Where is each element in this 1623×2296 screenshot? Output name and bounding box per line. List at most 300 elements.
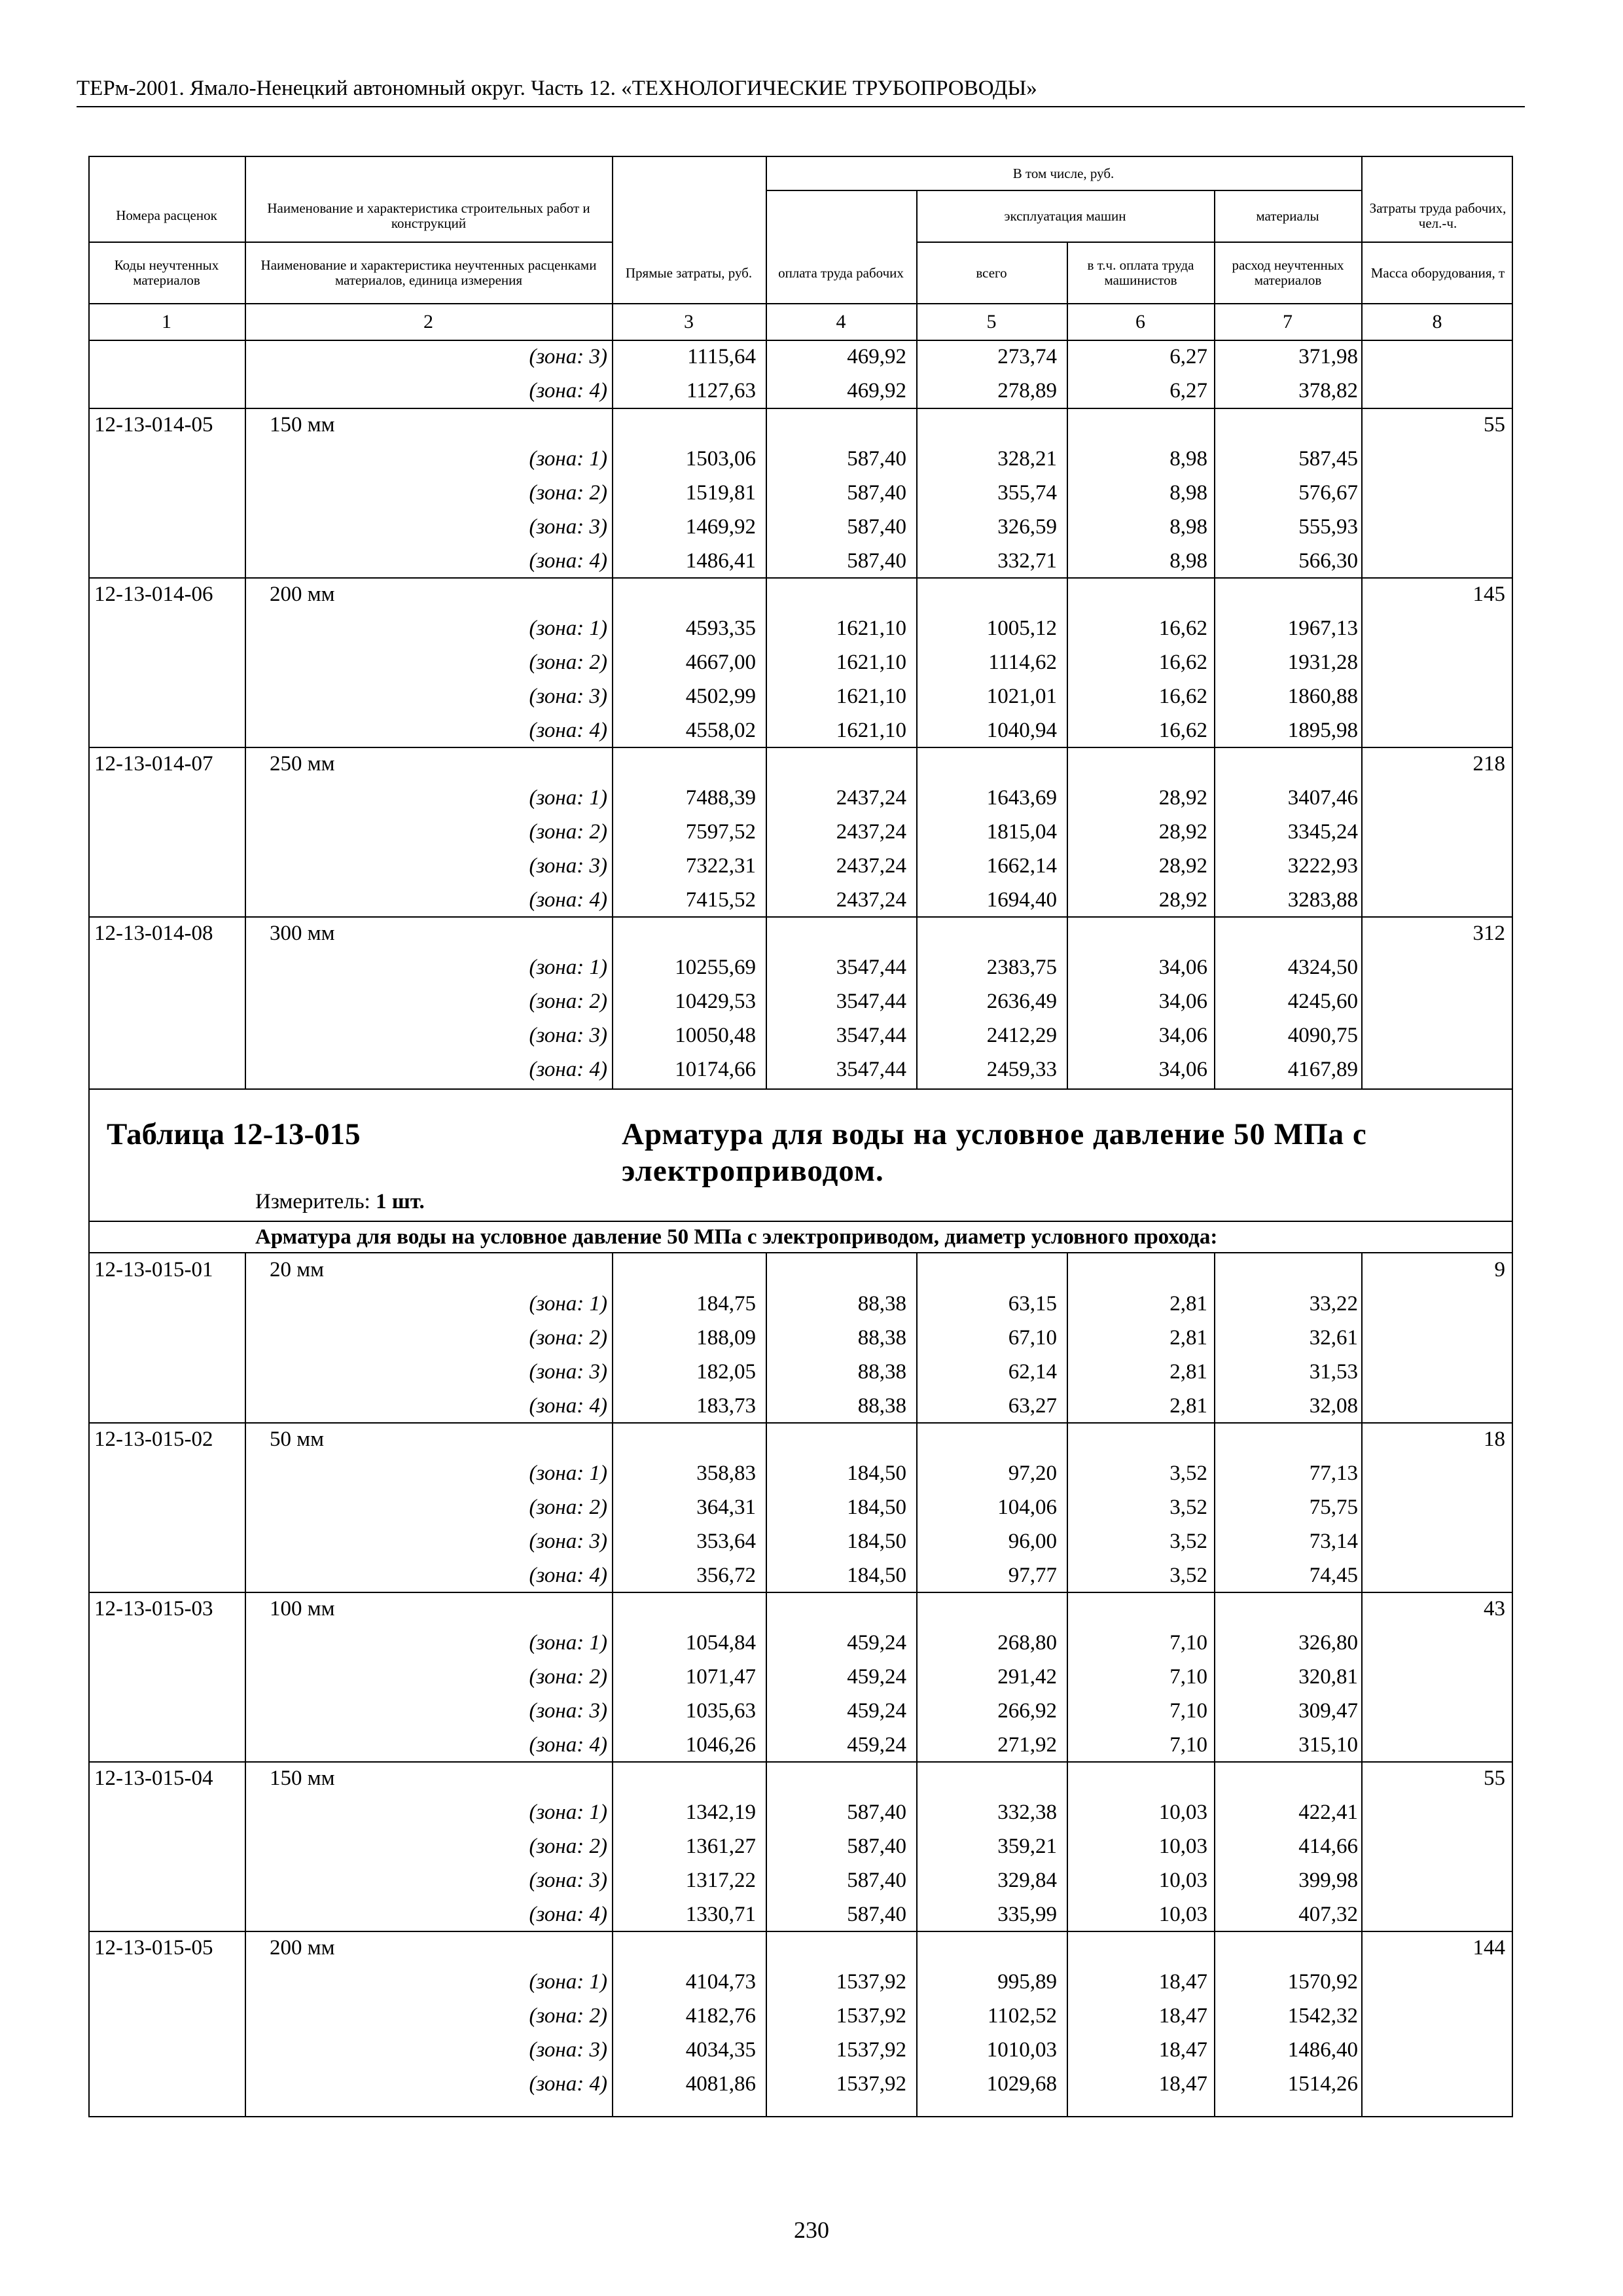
materials-value: 587,45 (1298, 447, 1358, 471)
direct-costs-value: 4034,35 (685, 2038, 756, 2062)
machine-total-value: 1102,52 (987, 2004, 1057, 2028)
machinist-pay-value: 28,92 (1158, 854, 1207, 878)
direct-costs-value: 358,83 (696, 1462, 756, 1485)
labor-costs-value: 9 (1494, 1258, 1505, 1282)
machinist-pay-value: 16,62 (1158, 719, 1207, 742)
materials-value: 407,32 (1298, 1903, 1358, 1926)
materials-value: 371,98 (1298, 345, 1358, 368)
zone-label: (зона: 4) (529, 549, 607, 573)
table-row (0, 1355, 1623, 1389)
direct-costs-value: 7597,52 (685, 820, 756, 844)
direct-costs-value: 1317,22 (685, 1869, 756, 1892)
direct-costs-value: 4182,76 (685, 2004, 756, 2028)
materials-value: 3345,24 (1287, 820, 1358, 844)
materials-value: 3407,46 (1287, 786, 1358, 810)
machine-total-value: 995,89 (997, 1970, 1057, 1994)
table-row (0, 1694, 1623, 1728)
labor-pay-value: 184,50 (847, 1462, 906, 1485)
zone-label: (зона: 4) (529, 888, 607, 912)
machine-total-value: 355,74 (997, 481, 1057, 505)
rate-code: 12-13-015-05 (94, 1936, 213, 1960)
zone-label: (зона: 4) (529, 719, 607, 742)
zone-label: (зона: 3) (529, 685, 607, 708)
rate-description: 20 мм (270, 1258, 325, 1282)
running-head: ТЕРм-2001. Ямало-Ненецкий автономный округ. Часть 12. «ТЕХНОЛОГИЧЕСКИЕ ТРУБОПРОВОДЫ» (77, 77, 1037, 100)
direct-costs-value: 4667,00 (685, 651, 756, 674)
rate-code: 12-13-015-02 (94, 1427, 213, 1451)
table-row (0, 1018, 1623, 1052)
labor-pay-value: 459,24 (847, 1631, 906, 1655)
page-number: 230 (794, 2217, 829, 2243)
zone-label: (зона: 3) (529, 1530, 607, 1553)
materials-value: 1570,92 (1287, 1970, 1358, 1994)
machinist-pay-value: 10,03 (1158, 1869, 1207, 1892)
zone-label: (зона: 3) (529, 345, 607, 368)
machine-total-value: 96,00 (1008, 1530, 1057, 1553)
zone-label: (зона: 3) (529, 854, 607, 878)
direct-costs-value: 1342,19 (685, 1801, 756, 1824)
direct-costs-value: 183,73 (696, 1394, 756, 1418)
machinist-pay-value: 3,52 (1169, 1564, 1207, 1587)
table-row (0, 476, 1623, 510)
table-row (0, 1524, 1623, 1558)
machine-total-value: 1114,62 (988, 651, 1057, 674)
labor-pay-value: 3547,44 (836, 956, 906, 979)
labor-pay-value: 2437,24 (836, 786, 906, 810)
direct-costs-value: 1115,64 (687, 345, 756, 368)
direct-costs-value: 10050,48 (675, 1024, 756, 1047)
table-row (0, 2033, 1623, 2067)
rate-description: 150 мм (270, 1767, 335, 1790)
labor-costs-value: 55 (1484, 1767, 1505, 1790)
rate-code: 12-13-015-04 (94, 1767, 213, 1790)
direct-costs-value: 1469,92 (685, 515, 756, 539)
labor-pay-value: 587,40 (847, 549, 906, 573)
zone-label: (зона: 2) (529, 990, 607, 1013)
machine-total-value: 2383,75 (986, 956, 1057, 979)
zone-label: (зона: 1) (529, 617, 607, 640)
machinist-pay-value: 16,62 (1158, 685, 1207, 708)
machinist-pay-value: 10,03 (1158, 1835, 1207, 1858)
direct-costs-value: 4593,35 (685, 617, 756, 640)
materials-value: 326,80 (1298, 1631, 1358, 1655)
labor-costs-value: 55 (1484, 413, 1505, 437)
table-row (0, 984, 1623, 1018)
materials-value: 1486,40 (1287, 2038, 1358, 2062)
machinist-pay-value: 6,27 (1169, 345, 1207, 368)
labor-pay-value: 1537,92 (836, 2038, 906, 2062)
direct-costs-value: 4502,99 (685, 685, 756, 708)
column-number: 6 (1135, 311, 1145, 332)
labor-pay-value: 2437,24 (836, 854, 906, 878)
direct-costs-value: 7415,52 (685, 888, 756, 912)
materials-value: 1895,98 (1287, 719, 1358, 742)
direct-costs-value: 182,05 (696, 1360, 756, 1384)
zone-label: (зона: 2) (529, 1326, 607, 1350)
machine-total-value: 104,06 (997, 1496, 1057, 1519)
materials-value: 75,75 (1309, 1496, 1358, 1519)
machinist-pay-value: 18,47 (1158, 1970, 1207, 1994)
machine-total-value: 271,92 (997, 1733, 1057, 1757)
grid-line (88, 303, 1513, 304)
measure-unit-value: 1 шт. (376, 1190, 425, 1213)
direct-costs-value: 1046,26 (685, 1733, 756, 1757)
machinist-pay-value: 28,92 (1158, 820, 1207, 844)
machine-total-value: 268,80 (997, 1631, 1057, 1655)
zone-label: (зона: 3) (529, 1024, 607, 1047)
zone-label: (зона: 1) (529, 1292, 607, 1316)
direct-costs-value: 1071,47 (685, 1665, 756, 1689)
zone-label: (зона: 2) (529, 1496, 607, 1519)
table-row (0, 849, 1623, 883)
direct-costs-value: 188,09 (696, 1326, 756, 1350)
machinist-pay-value: 3,52 (1169, 1530, 1207, 1553)
labor-pay-value: 459,24 (847, 1699, 906, 1723)
zone-label: (зона: 3) (529, 2038, 607, 2062)
machine-total-value: 97,77 (1008, 1564, 1057, 1587)
header-rule (77, 106, 1525, 107)
materials-value: 378,82 (1298, 379, 1358, 403)
rate-description: 50 мм (270, 1427, 325, 1451)
labor-pay-value: 1621,10 (836, 617, 906, 640)
rate-code: 12-13-014-06 (94, 583, 213, 606)
machine-total-value: 2459,33 (986, 1058, 1057, 1081)
rate-description: 300 мм (270, 922, 335, 945)
table-row (0, 1321, 1623, 1355)
header-unaccounted-codes: Коды неучтенных материалов (114, 257, 219, 288)
machinist-pay-value: 18,47 (1158, 2038, 1207, 2062)
materials-value: 414,66 (1298, 1835, 1358, 1858)
materials-value: 1967,13 (1287, 617, 1358, 640)
labor-pay-value: 587,40 (847, 515, 906, 539)
measure-unit (255, 1188, 425, 1215)
direct-costs-value: 10255,69 (675, 956, 756, 979)
direct-costs-value: 4558,02 (685, 719, 756, 742)
zone-label: (зона: 1) (529, 1462, 607, 1485)
header-rate-numbers: Номера расценок (116, 207, 217, 223)
materials-value: 399,98 (1298, 1869, 1358, 1892)
table-row (0, 815, 1623, 849)
zone-label: (зона: 4) (529, 1058, 607, 1081)
machinist-pay-value: 2,81 (1169, 1360, 1207, 1384)
labor-costs-value: 218 (1472, 752, 1505, 776)
zone-label: (зона: 3) (529, 1699, 607, 1723)
labor-pay-value: 1621,10 (836, 685, 906, 708)
materials-value: 1514,26 (1287, 2072, 1358, 2096)
zone-label: (зона: 2) (529, 651, 607, 674)
column-number: 2 (423, 311, 433, 332)
labor-pay-value: 88,38 (857, 1292, 906, 1316)
zone-label: (зона: 3) (529, 515, 607, 539)
materials-value: 1931,28 (1287, 651, 1358, 674)
materials-value: 3222,93 (1287, 854, 1358, 878)
column-number: 7 (1283, 311, 1293, 332)
machine-total-value: 1005,12 (986, 617, 1057, 640)
machine-total-value: 273,74 (997, 345, 1057, 368)
machine-total-value: 332,38 (997, 1801, 1057, 1824)
materials-value: 32,08 (1309, 1394, 1358, 1418)
direct-costs-value: 10174,66 (675, 1058, 756, 1081)
materials-value: 320,81 (1298, 1665, 1358, 1689)
column-number: 3 (684, 311, 694, 332)
machine-total-value: 359,21 (997, 1835, 1057, 1858)
labor-pay-value: 184,50 (847, 1496, 906, 1519)
materials-value: 77,13 (1309, 1462, 1358, 1485)
zone-label: (зона: 2) (529, 820, 607, 844)
table-row (0, 374, 1623, 408)
zone-label: (зона: 1) (529, 786, 607, 810)
labor-pay-value: 459,24 (847, 1665, 906, 1689)
labor-pay-value: 587,40 (847, 481, 906, 505)
machine-total-value: 2636,49 (986, 990, 1057, 1013)
header-work-name: Наименование и характеристика строительных работ и конструкций (267, 200, 590, 231)
header-materials: материалы (1256, 208, 1319, 224)
table-row (0, 611, 1623, 645)
labor-pay-value: 587,40 (847, 1835, 906, 1858)
machinist-pay-value: 7,10 (1169, 1733, 1207, 1757)
zone-label: (зона: 4) (529, 1733, 607, 1757)
labor-pay-value: 2437,24 (836, 820, 906, 844)
labor-pay-value: 587,40 (847, 447, 906, 471)
machinist-pay-value: 2,81 (1169, 1394, 1207, 1418)
group-header-row (0, 1761, 1623, 1795)
group-header-row (0, 747, 1623, 781)
direct-costs-value: 1361,27 (685, 1835, 756, 1858)
materials-value: 74,45 (1309, 1564, 1358, 1587)
header-labor-pay: оплата труда рабочих (778, 264, 904, 281)
group-header-row (0, 1422, 1623, 1456)
rate-code: 12-13-015-01 (94, 1258, 213, 1282)
materials-value: 31,53 (1309, 1360, 1358, 1384)
labor-costs-value: 312 (1472, 922, 1505, 945)
machine-total-value: 1662,14 (986, 854, 1057, 878)
group-header-row (0, 577, 1623, 611)
zone-label: (зона: 1) (529, 1631, 607, 1655)
machinist-pay-value: 2,81 (1169, 1292, 1207, 1316)
machine-total-value: 1021,01 (986, 685, 1057, 708)
direct-costs-value: 1486,41 (685, 549, 756, 573)
direct-costs-value: 184,75 (696, 1292, 756, 1316)
table-row (0, 1660, 1623, 1694)
labor-pay-value: 3547,44 (836, 1024, 906, 1047)
direct-costs-value: 4104,73 (685, 1970, 756, 1994)
materials-value: 1860,88 (1287, 685, 1358, 708)
materials-value: 422,41 (1298, 1801, 1358, 1824)
column-number: 5 (986, 311, 997, 332)
materials-value: 309,47 (1298, 1699, 1358, 1723)
group-header-row (0, 1253, 1623, 1287)
machine-total-value: 1010,03 (986, 2038, 1057, 2062)
zone-label: (зона: 1) (529, 447, 607, 471)
labor-costs-value: 145 (1472, 583, 1505, 606)
direct-costs-value: 1054,84 (685, 1631, 756, 1655)
table-row (0, 713, 1623, 747)
machinist-pay-value: 34,06 (1158, 956, 1207, 979)
labor-pay-value: 1537,92 (836, 2004, 906, 2028)
machine-total-value: 63,27 (1008, 1394, 1057, 1418)
machine-total-value: 1694,40 (986, 888, 1057, 912)
rate-code: 12-13-014-07 (94, 752, 213, 776)
labor-pay-value: 184,50 (847, 1530, 906, 1553)
header-machine-total: всего (976, 264, 1007, 281)
machine-total-value: 67,10 (1008, 1326, 1057, 1350)
direct-costs-value: 364,31 (696, 1496, 756, 1519)
header-including: В том числе, руб. (1012, 165, 1115, 181)
zone-label: (зона: 1) (529, 1801, 607, 1824)
table-row (0, 1897, 1623, 1931)
zone-label: (зона: 4) (529, 1564, 607, 1587)
machinist-pay-value: 3,52 (1169, 1462, 1207, 1485)
rate-code: 12-13-014-08 (94, 922, 213, 945)
direct-costs-value: 1330,71 (685, 1903, 756, 1926)
machine-total-value: 329,84 (997, 1869, 1057, 1892)
machine-total-value: 97,20 (1008, 1462, 1057, 1485)
machinist-pay-value: 8,98 (1169, 481, 1207, 505)
table-row (0, 1863, 1623, 1897)
rate-description: 200 мм (270, 583, 335, 606)
table-row (0, 1965, 1623, 1999)
machine-total-value: 62,14 (1008, 1360, 1057, 1384)
materials-value: 566,30 (1298, 549, 1358, 573)
rate-description: 200 мм (270, 1936, 335, 1960)
machinist-pay-value: 16,62 (1158, 651, 1207, 674)
machine-total-value: 2412,29 (986, 1024, 1057, 1047)
labor-costs-value: 43 (1484, 1597, 1505, 1621)
header-labor-costs: Затраты труда рабочих, чел.-ч. (1369, 200, 1507, 231)
rate-description: 100 мм (270, 1597, 335, 1621)
machinist-pay-value: 3,52 (1169, 1496, 1207, 1519)
rate-description: 250 мм (270, 752, 335, 776)
materials-value: 73,14 (1309, 1530, 1358, 1553)
table-row (0, 544, 1623, 578)
direct-costs-value: 1503,06 (685, 447, 756, 471)
labor-pay-value: 3547,44 (836, 1058, 906, 1081)
table-row (0, 2067, 1623, 2101)
materials-value: 4245,60 (1287, 990, 1358, 1013)
header-machine-ops: эксплуатация машин (1004, 208, 1126, 224)
materials-value: 576,67 (1298, 481, 1358, 505)
group-header-row (0, 408, 1623, 442)
zone-label: (зона: 1) (529, 956, 607, 979)
machinist-pay-value: 7,10 (1169, 1665, 1207, 1689)
table-row (0, 883, 1623, 917)
machine-total-value: 266,92 (997, 1699, 1057, 1723)
labor-pay-value: 459,24 (847, 1733, 906, 1757)
machinist-pay-value: 18,47 (1158, 2072, 1207, 2096)
table-row (0, 781, 1623, 815)
machinist-pay-value: 8,98 (1169, 549, 1207, 573)
title-block-rule (88, 1221, 1513, 1222)
direct-costs-value: 1519,81 (685, 481, 756, 505)
machinist-pay-value: 28,92 (1158, 888, 1207, 912)
table-row (0, 1287, 1623, 1321)
table-row (0, 679, 1623, 713)
labor-pay-value: 184,50 (847, 1564, 906, 1587)
machinist-pay-value: 28,92 (1158, 786, 1207, 810)
table-row (0, 1795, 1623, 1829)
machinist-pay-value: 18,47 (1158, 2004, 1207, 2028)
machinist-pay-value: 7,10 (1169, 1631, 1207, 1655)
rate-description: 150 мм (270, 413, 335, 437)
direct-costs-value: 10429,53 (675, 990, 756, 1013)
table-end-rule (88, 1088, 1513, 1090)
machinist-pay-value: 7,10 (1169, 1699, 1207, 1723)
labor-pay-value: 1537,92 (836, 1970, 906, 1994)
zone-label: (зона: 2) (529, 481, 607, 505)
header-direct-costs: Прямые затраты, руб. (625, 264, 753, 281)
column-number: 8 (1432, 311, 1442, 332)
machine-total-value: 278,89 (997, 379, 1057, 403)
zone-label: (зона: 4) (529, 379, 607, 403)
table-row (0, 1052, 1623, 1086)
table-row (0, 510, 1623, 544)
table-row (0, 1999, 1623, 2033)
materials-value: 32,61 (1309, 1326, 1358, 1350)
labor-pay-value: 88,38 (857, 1394, 906, 1418)
labor-costs-value: 18 (1484, 1427, 1505, 1451)
rate-code: 12-13-015-03 (94, 1597, 213, 1621)
labor-pay-value: 587,40 (847, 1869, 906, 1892)
column-number: 4 (836, 311, 846, 332)
direct-costs-value: 1127,63 (686, 379, 756, 403)
materials-value: 555,93 (1298, 515, 1358, 539)
materials-value: 33,22 (1309, 1292, 1358, 1316)
materials-value: 3283,88 (1287, 888, 1358, 912)
table-title: Таблица 12-13-015 (107, 1117, 361, 1151)
header-machinist-pay: в т.ч. оплата труда машинистов (1087, 257, 1194, 288)
direct-costs-value: 353,64 (696, 1530, 756, 1553)
direct-costs-value: 7488,39 (685, 786, 756, 810)
direct-costs-value: 1035,63 (685, 1699, 756, 1723)
zone-label: (зона: 4) (529, 1903, 607, 1926)
machinist-pay-value: 10,03 (1158, 1903, 1207, 1926)
column-number: 1 (162, 311, 171, 332)
table-row (0, 950, 1623, 984)
labor-pay-value: 587,40 (847, 1903, 906, 1926)
zone-label: (зона: 4) (529, 1394, 607, 1418)
machine-total-value: 63,15 (1008, 1292, 1057, 1316)
machinist-pay-value: 34,06 (1158, 1024, 1207, 1047)
materials-value: 4090,75 (1287, 1024, 1358, 1047)
machine-total-value: 326,59 (997, 515, 1057, 539)
machinist-pay-value: 6,27 (1169, 379, 1207, 403)
section-title: Арматура для воды на условное давление 50 МПа с электроприводом, диаметр условного прохода: (255, 1225, 1218, 1249)
labor-pay-value: 2437,24 (836, 888, 906, 912)
rate-code: 12-13-014-05 (94, 413, 213, 437)
labor-pay-value: 1621,10 (836, 719, 906, 742)
table-row (0, 1456, 1623, 1490)
direct-costs-value: 4081,86 (685, 2072, 756, 2096)
group-header-row (0, 1592, 1623, 1626)
machine-total-value: 1815,04 (986, 820, 1057, 844)
labor-pay-value: 1537,92 (836, 2072, 906, 2096)
group-header-row (0, 916, 1623, 950)
materials-value: 315,10 (1298, 1733, 1358, 1757)
labor-costs-value: 144 (1472, 1936, 1505, 1960)
machine-total-value: 1643,69 (986, 786, 1057, 810)
machinist-pay-value: 34,06 (1158, 1058, 1207, 1081)
machinist-pay-value: 2,81 (1169, 1326, 1207, 1350)
labor-pay-value: 469,92 (847, 345, 906, 368)
labor-pay-value: 1621,10 (836, 651, 906, 674)
table-row (0, 1626, 1623, 1660)
materials-value: 1542,32 (1287, 2004, 1358, 2028)
machine-total-value: 1040,94 (986, 719, 1057, 742)
zone-label: (зона: 2) (529, 1665, 607, 1689)
zone-label: (зона: 3) (529, 1869, 607, 1892)
machinist-pay-value: 8,98 (1169, 515, 1207, 539)
zone-label: (зона: 4) (529, 2072, 607, 2096)
